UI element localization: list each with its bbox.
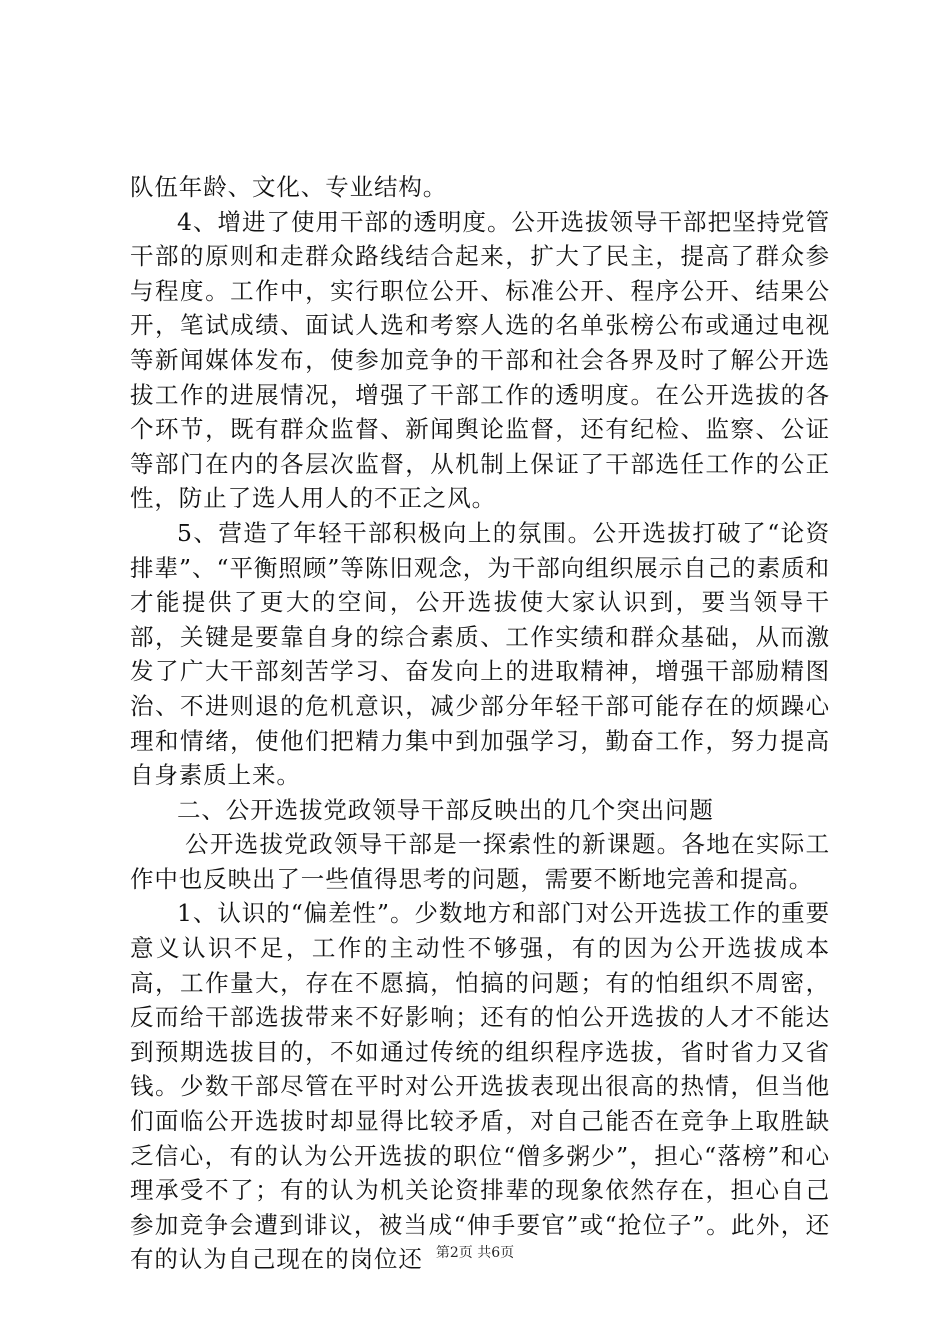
paragraph-point-5: 5、营造了年轻干部积极向上的氛围。公开选拔打破了“论资排辈”、“平衡照顾”等陈旧观念，为干部向组织展示自己的素质和才能提供了更大的空间，公开选拔使大家认识到，要当领导干部，关键是要靠自身的综合素质、工作实绩和群众基础，从而激发了广大干部刻苦学习、奋发向上的进取精神，增强干部励精图治、不进则退的危机意识，减少部分年轻干部可能存在的烦躁心理和情绪，使他们把精力集中到加强学习，勤奋工作，努力提高自身素质上来。 bbox=[130, 518, 830, 790]
document-body bbox=[130, 170, 830, 1277]
section-heading-2: 二、公开选拔党政领导干部反映出的几个突出问题 bbox=[177, 795, 714, 824]
page-number-label: 第2页 共6页 bbox=[435, 1245, 515, 1261]
paragraph-section-intro: 公开选拔党政领导干部是一探索性的新课题。各地在实际工作中也反映出了一些值得思考的问题，需要不断地完善和提高。 bbox=[130, 830, 830, 893]
paragraph-point-4: 4、增进了使用干部的透明度。公开选拔领导干部把坚持党管干部的原则和走群众路线结合起来，扩大了民主，提高了群众参与程度。工作中，实行职位公开、标准公开、程序公开、结果公开，笔试成绩、面试人选和考察人选的名单张榜公布或通过电视等新闻媒体发布，使参加竞争的干部和社会各界及时了解公开选拔工作的进展情况，增强了干部工作的透明度。在公开选拔的各个环节，既有群众监督、新闻舆论监督，还有纪检、监察、公证等部门在内的各层次监督，从机制上保证了干部选任工作的公正性，防止了选人用人的不正之风。 bbox=[130, 207, 830, 513]
page-footer bbox=[0, 1243, 950, 1263]
paragraph-issue-1: 1、认识的“偏差性”。少数地方和部门对公开选拔工作的重要意义认识不足，工作的主动性不够强，有的因为公开选拔成本高，工作量大，存在不愿搞，怕搞的问题；有的怕组织不周密，反而给干部选拔带来不好影响；还有的怕公开选拔的人才不能达到预期选拔目的，不如通过传统的组织程序选拔，省时省力又省钱。少数干部尽管在平时对公开选拔表现出很高的热情，但当他们面临公开选拔时却显得比较矛盾，对自己能否在竞争上取胜缺乏信心，有的认为公开选拔的职位“僧多粥少”，担心“落榜”和心理承受不了；有的认为机关论资排辈的现象依然存在，担心自己参加竞争会遭到诽议，被当成“伸手要官”或“抢位子”。此外，还有的认为自己现在的岗位还 bbox=[130, 899, 830, 1274]
paragraph-continuation: 队伍年龄、文化、专业结构。 bbox=[130, 173, 448, 201]
